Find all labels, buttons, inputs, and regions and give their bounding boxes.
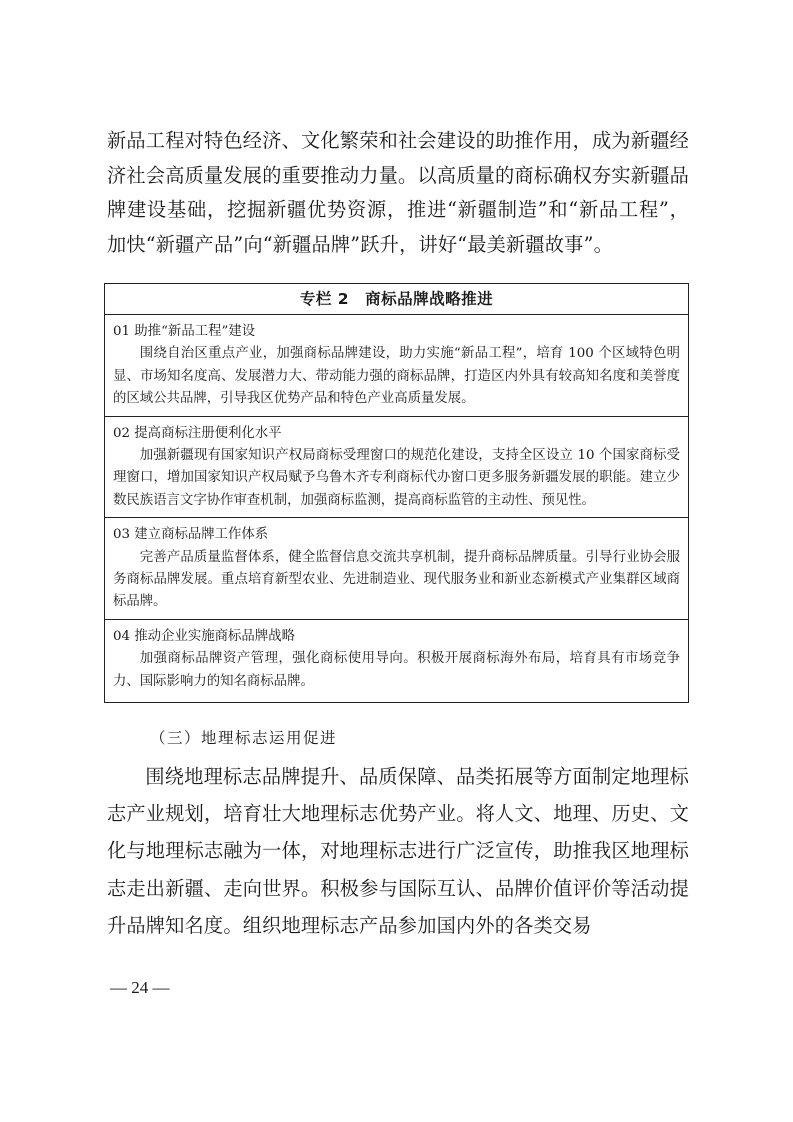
- column-box-title: [105, 284, 688, 315]
- column-item: [105, 620, 688, 698]
- section-subheading: （三）地理标志运用促进: [150, 729, 338, 747]
- column-item: [105, 315, 688, 417]
- column-item-heading: 03 建立商标品牌工作体系: [113, 527, 269, 543]
- column-box-title-text: 商标品牌战略推进: [365, 290, 494, 308]
- column-item-heading: 02 提高商标注册便利化水平: [113, 425, 282, 441]
- column-item-body: 完善产品质量监督体系，健全监督信息交流共享机制，提升商标品牌质量。引导行业协会服务商标品牌发展。重点培育新型农业、先进制造业、现代服务业和新业态新模式产业集群区域商标品牌。: [113, 549, 680, 610]
- column-item-body: 加强新疆现有国家知识产权局商标受理窗口的规范化建设，支持全区设立 10 个国家商标受理窗口，增加国家知识产权局赋予乌鲁木齐专利商标代办窗口更多服务新疆发展的职能。建立少数民族语言文字协作审查机制，加强商标监测，提高商标监管的主动性、预见性。: [113, 448, 680, 508]
- page-number: — 24 —: [110, 978, 170, 997]
- body-paragraph: 围绕地理标志品牌提升、品质保障、品类拓展等方面制定地理标志产业规划，培育壮大地理标志优势产业。将人文、地理、历史、文化与地理标志融为一体，对地理标志进行广泛宣传，助推我区地理标志走出新疆、走向世界。积极参与国际互认、品牌价值评价等活动提升品牌知名度。组织地理标志产品参加国内外的各类交易: [107, 765, 689, 937]
- column-item-heading: 04 推动企业实施商标品牌战略: [113, 628, 295, 644]
- column-box: [104, 283, 689, 703]
- column-item-body: 围绕自治区重点产业，加强商标品牌建设，助力实施“新品工程”，培育 100 个区域特色明显、市场知名度高、发展潜力大、带动能力强的商标品牌，打造区内外具有较高知名度和美誉度的区域公共品牌，引导我区优势产品和特色产业高质量发展。: [113, 346, 680, 407]
- column-item: [105, 518, 688, 620]
- continuation-paragraph: 新品工程对特色经济、文化繁荣和社会建设的助推作用，成为新疆经济社会高质量发展的重要推动力量。以高质量的商标确权夯实新疆品牌建设基础，挖掘新疆优势资源，推进“新疆制造”和“新品工程”，加快“新疆产品”向“新疆品牌”跃升，讲好“最美新疆故事”。: [107, 129, 689, 256]
- column-item: [105, 417, 688, 519]
- column-item-body: 加强商标品牌资产管理，强化商标使用导向。积极开展商标海外布局，培育具有市场竞争力、国际影响力的知名商标品牌。: [113, 651, 680, 689]
- column-item-heading: 01 助推“新品工程”建设: [113, 324, 256, 339]
- column-box-number: 专栏 2: [299, 290, 350, 308]
